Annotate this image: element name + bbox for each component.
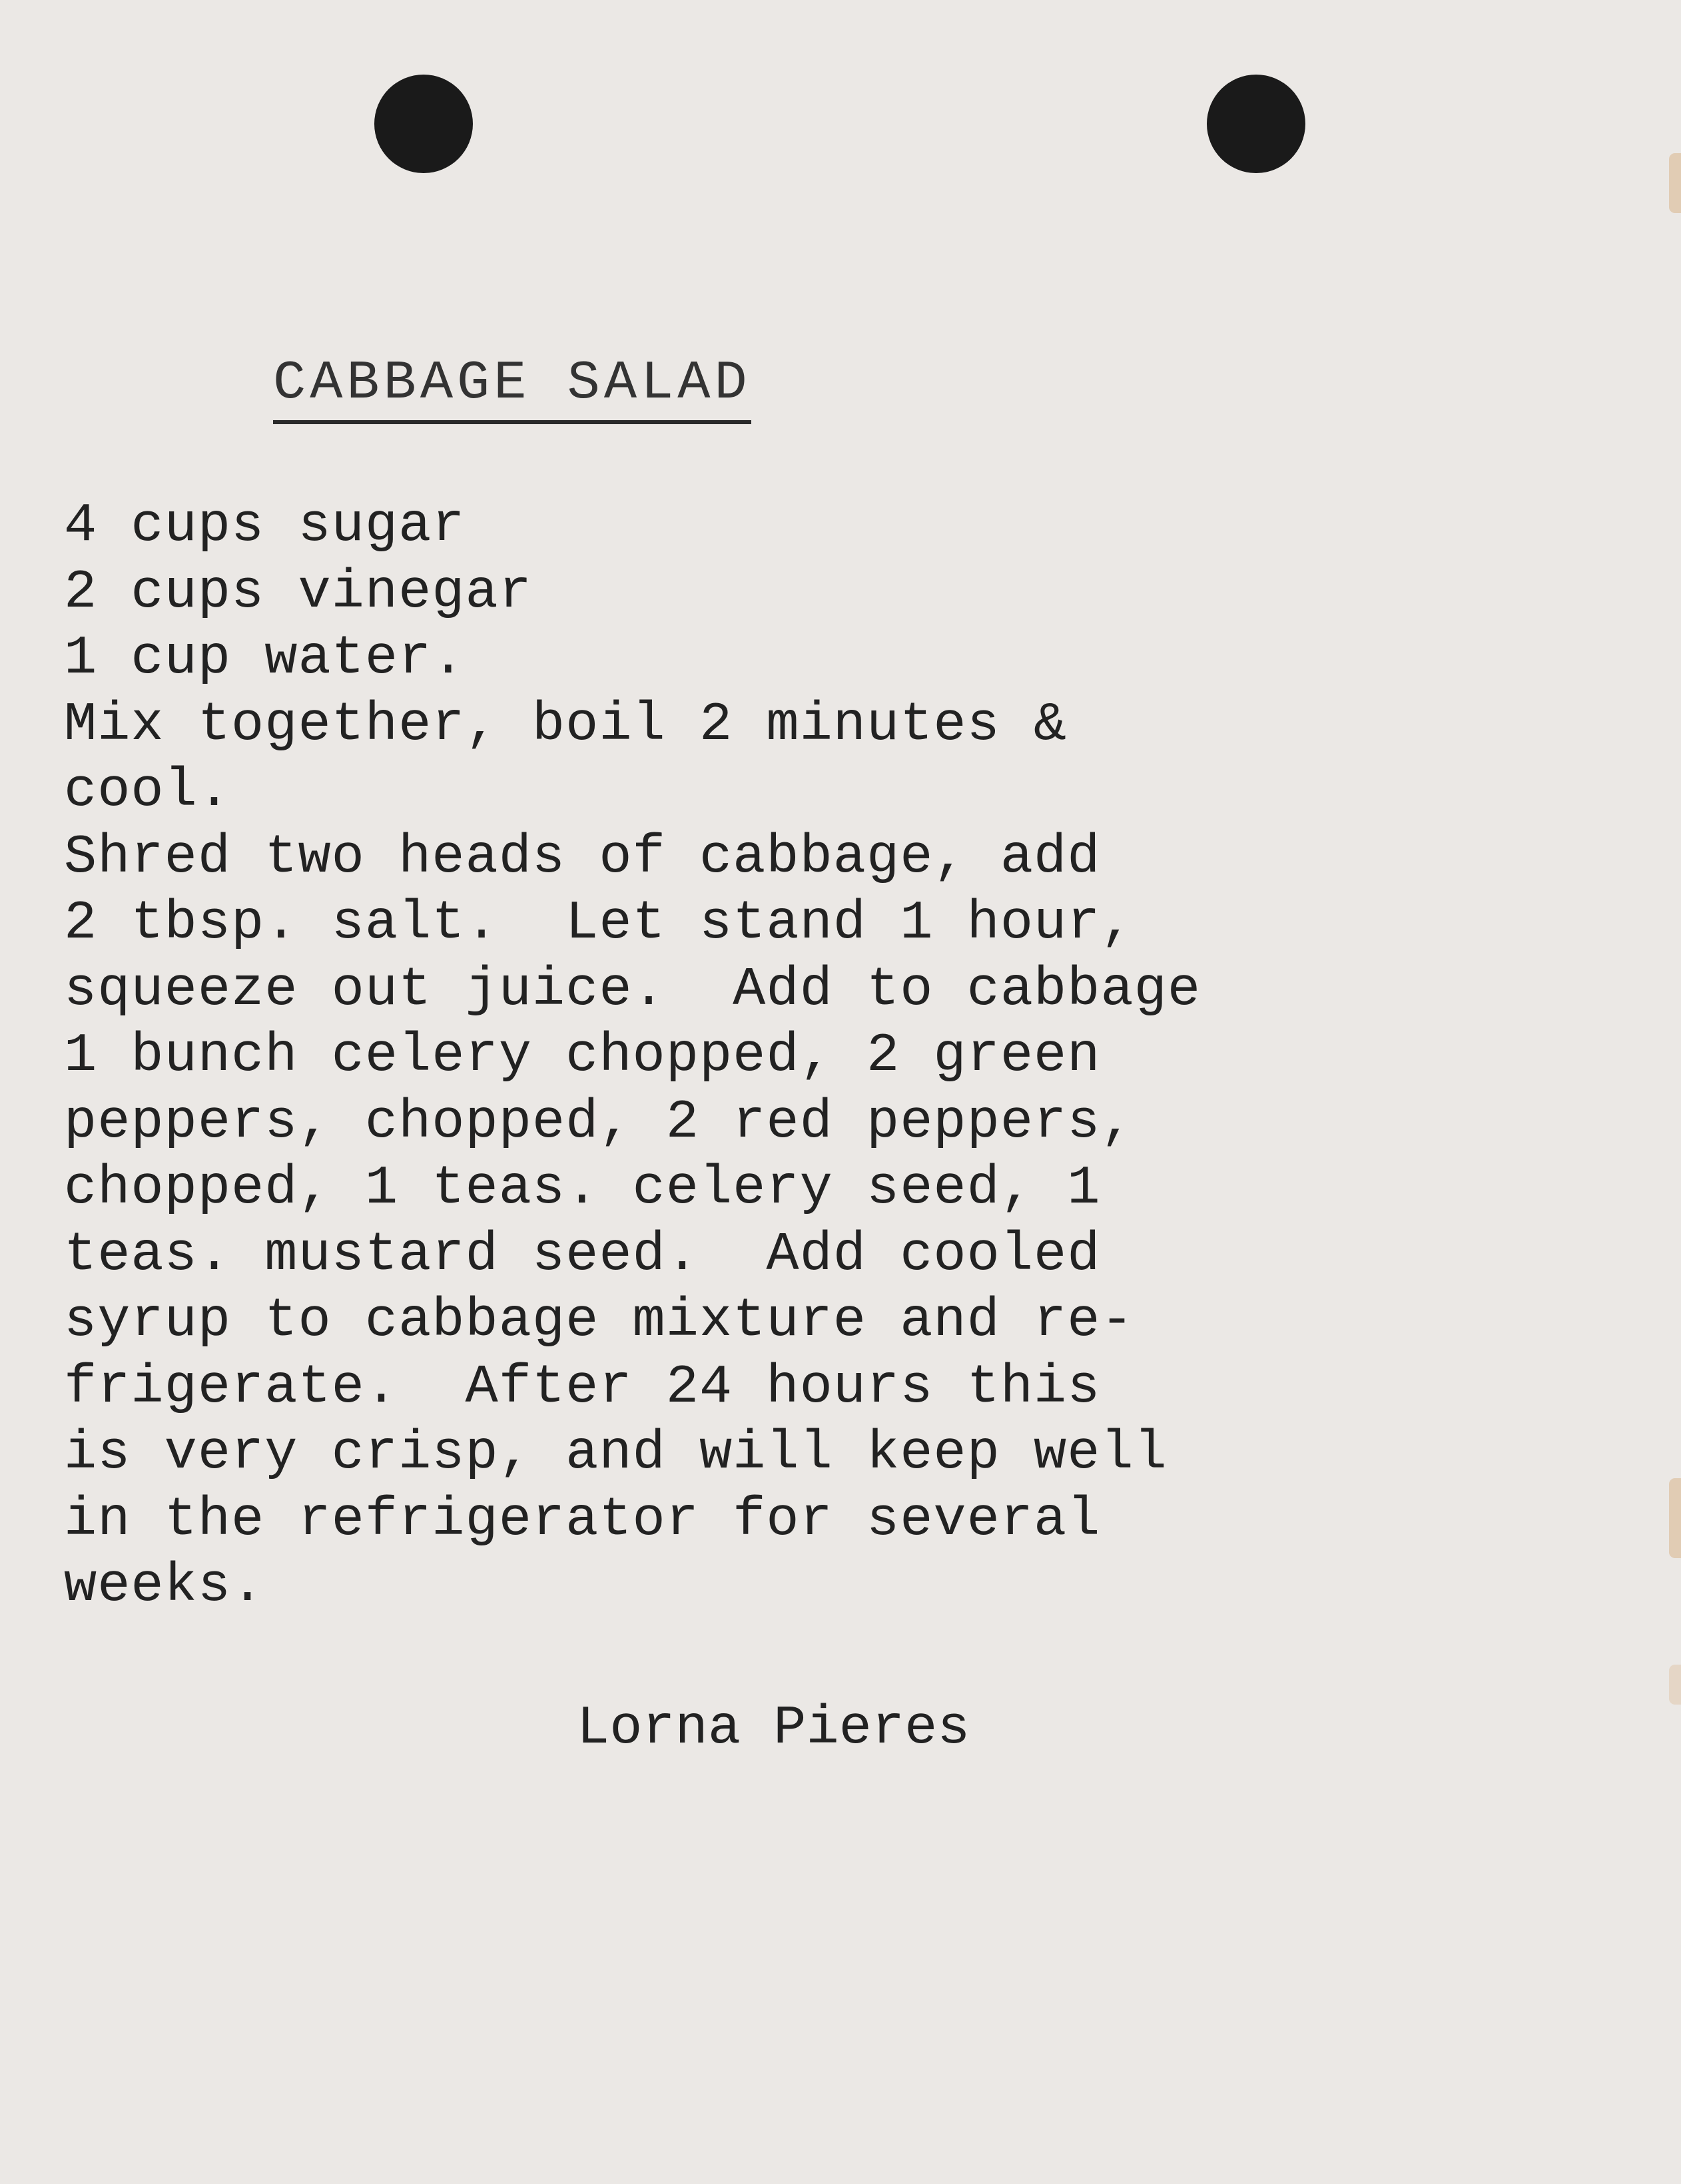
recipe-line: chopped, 1 teas. celery seed, 1 [64, 1157, 1101, 1219]
recipe-line: syrup to cabbage mixture and re- [64, 1290, 1134, 1352]
age-stain [1669, 1665, 1681, 1705]
recipe-line: 2 tbsp. salt. Let stand 1 hour, [64, 892, 1134, 954]
recipe-line: Shred two heads of cabbage, add [64, 826, 1101, 888]
recipe-line: 1 bunch celery chopped, 2 green [64, 1025, 1101, 1087]
recipe-line: peppers, chopped, 2 red peppers, [64, 1091, 1134, 1153]
recipe-line: weeks. [64, 1555, 265, 1617]
author-signature: Lorna Pieres [577, 1697, 970, 1759]
recipe-line: squeeze out juice. Add to cabbage [64, 958, 1201, 1021]
recipe-line: is very crisp, and will keep well [64, 1422, 1168, 1484]
recipe-line: in the refrigerator for several [64, 1488, 1101, 1551]
recipe-line: Mix together, boil 2 minutes & [64, 693, 1068, 756]
recipe-line: cool. [64, 760, 232, 822]
recipe-line: 2 cups vinegar [64, 561, 532, 623]
age-stain [1669, 1478, 1681, 1558]
binder-hole-left [374, 75, 473, 173]
recipe-line: 1 cup water. [64, 627, 466, 689]
recipe-title: CABBAGE SALAD [273, 356, 751, 424]
recipe-line: 4 cups sugar [64, 495, 466, 557]
recipe-line: teas. mustard seed. Add cooled [64, 1223, 1101, 1286]
recipe-body [64, 493, 1463, 1619]
age-stain [1669, 153, 1681, 213]
recipe-line: frigerate. After 24 hours this [64, 1356, 1101, 1418]
binder-hole-right [1207, 75, 1305, 173]
